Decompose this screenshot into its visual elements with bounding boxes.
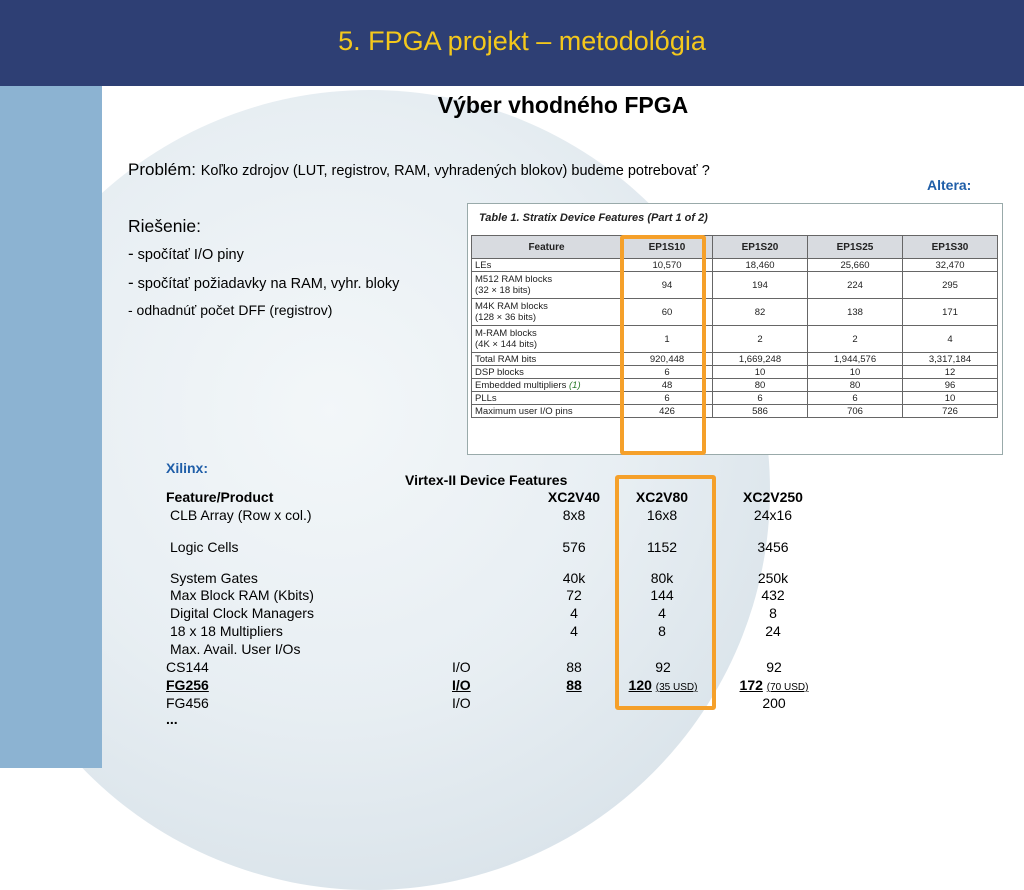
row-feature: 18 x 18 Multipliers xyxy=(170,623,283,639)
table-row xyxy=(472,379,998,392)
table-row xyxy=(472,366,998,379)
value-cell: 3,317,184 xyxy=(903,353,998,366)
value-cell: 94 xyxy=(622,272,713,299)
table-row xyxy=(472,259,998,272)
table-row xyxy=(472,392,998,405)
altera-label: Altera: xyxy=(927,177,972,193)
value-cell: 1 xyxy=(622,326,713,353)
step-text: spočítať I/O piny xyxy=(137,247,244,263)
cell-xc2v40: 40k xyxy=(562,570,586,586)
value-cell: 171 xyxy=(903,299,998,326)
table-row xyxy=(472,326,998,353)
feature-name: Maximum user I/O pins xyxy=(475,405,573,417)
feature-sub: (128 × 36 bits) xyxy=(475,312,536,323)
value-cell: 194 xyxy=(713,272,808,299)
slide-title: Výber vhodného FPGA xyxy=(437,92,689,118)
cell-xc2v40: 4 xyxy=(570,605,578,621)
cell-xc2v40: 88 xyxy=(566,677,582,693)
problem-line xyxy=(128,160,710,180)
cell-xc2v250: 250k xyxy=(757,570,789,586)
price-note: (70 USD) xyxy=(766,682,809,693)
value: 92 xyxy=(655,659,671,675)
feature-name: M4K RAM blocks xyxy=(475,301,548,312)
feature-cell xyxy=(472,353,622,366)
value-cell: 10 xyxy=(713,366,808,379)
package-name: FG256 xyxy=(166,677,209,693)
row-feature: Max. Avail. User I/Os xyxy=(170,641,301,657)
altera-table-panel xyxy=(467,203,1003,455)
row-feature: CLB Array (Row x col.) xyxy=(170,507,312,523)
solution-block xyxy=(128,216,399,327)
header-cell: EP1S25 xyxy=(808,236,903,259)
value-cell: 18,460 xyxy=(713,259,808,272)
value: 120 xyxy=(628,677,652,693)
feature-name: Embedded multipliers xyxy=(475,379,567,391)
table-row xyxy=(472,299,998,326)
solution-step-1: - spočítať I/O piny xyxy=(128,244,244,263)
value-cell: 12 xyxy=(903,366,998,379)
header-feature: Feature/Product xyxy=(166,489,274,505)
value-cell: 706 xyxy=(808,405,903,418)
value-cell: 80 xyxy=(713,379,808,392)
problem-question: Koľko zdrojov (LUT, registrov, RAM, vyhradených blokov) budeme potrebovať ? xyxy=(200,163,710,179)
highlight-xc2v80-column xyxy=(615,475,716,710)
value-cell: 60 xyxy=(622,299,713,326)
cell-xc2v40: 88 xyxy=(566,659,582,675)
cell-xc2v250: 24 xyxy=(765,623,781,639)
feature-cell xyxy=(472,405,622,418)
cell-xc2v40: 576 xyxy=(562,539,586,555)
value-cell: 1,669,248 xyxy=(713,353,808,366)
value-cell: 920,448 xyxy=(622,353,713,366)
cell-xc2v40: 4 xyxy=(570,623,578,639)
feature-cell xyxy=(472,326,622,353)
feature-sub: (4K × 144 bits) xyxy=(475,339,538,350)
altera-table-caption: Table 1. Stratix Device Features (Part 1 of 2) xyxy=(479,212,708,224)
header-xc2v40: XC2V40 xyxy=(547,489,601,505)
solution-step-2: - spočítať požiadavky na RAM, vyhr. bloky xyxy=(128,273,400,292)
value: 172 xyxy=(739,677,763,693)
value-cell: 10 xyxy=(903,392,998,405)
feature-name: DSP blocks xyxy=(475,366,524,378)
feature-name: LEs xyxy=(475,259,492,271)
package-name: FG456 xyxy=(166,695,209,711)
footnote-ref: (1) xyxy=(569,379,581,391)
value-cell: 6 xyxy=(713,392,808,405)
value-cell: 1,944,576 xyxy=(808,353,903,366)
value-cell: 6 xyxy=(622,392,713,405)
package-io: I/O xyxy=(452,677,471,693)
cell-xc2v250: 3456 xyxy=(757,539,789,555)
value: 200 xyxy=(762,695,786,711)
cell-xc2v250 xyxy=(726,677,822,693)
feature-cell xyxy=(472,272,622,299)
value-cell: 138 xyxy=(808,299,903,326)
slide-header xyxy=(0,0,1024,86)
price-note: (35 USD) xyxy=(655,682,698,693)
value-cell: 726 xyxy=(903,405,998,418)
step-text: spočítať požiadavky na RAM, vyhr. bloky xyxy=(137,276,400,292)
value-cell: 10 xyxy=(808,366,903,379)
value-cell: 96 xyxy=(903,379,998,392)
xilinx-table-caption: Virtex-II Device Features xyxy=(405,472,568,488)
feature-name: M512 RAM blocks xyxy=(475,274,553,285)
value-cell: 80 xyxy=(808,379,903,392)
header-cell: EP1S20 xyxy=(713,236,808,259)
left-sidebar-band xyxy=(0,86,102,768)
cell-xc2v40: 8x8 xyxy=(562,507,586,523)
cell-xc2v250: 24x16 xyxy=(753,507,793,523)
table-header-row xyxy=(472,236,998,259)
value-cell: 2 xyxy=(808,326,903,353)
value-cell: 6 xyxy=(622,366,713,379)
cell-xc2v80: 80k xyxy=(650,570,674,586)
package-io: I/O xyxy=(452,695,471,711)
table-row xyxy=(472,353,998,366)
cell-xc2v80: 1152 xyxy=(646,539,678,555)
header-xc2v250: XC2V250 xyxy=(743,489,803,505)
header-cell: EP1S10 xyxy=(622,236,713,259)
feature-name: M-RAM blocks xyxy=(475,328,537,339)
cell-xc2v80: 16x8 xyxy=(646,507,678,523)
value-cell: 25,660 xyxy=(808,259,903,272)
highlight-ep1s10-column xyxy=(620,235,706,455)
header-cell: Feature xyxy=(472,236,622,259)
package-io: I/O xyxy=(452,659,471,675)
cell-xc2v250 xyxy=(726,659,822,675)
feature-name: PLLs xyxy=(475,392,497,404)
feature-name: Total RAM bits xyxy=(475,353,537,365)
value-cell: 10,570 xyxy=(622,259,713,272)
cell-xc2v250: 432 xyxy=(761,587,785,603)
value-cell: 2 xyxy=(713,326,808,353)
table-row xyxy=(472,272,998,299)
cell-xc2v80: 4 xyxy=(658,605,666,621)
feature-sub: (32 × 18 bits) xyxy=(475,285,531,296)
header-title: 5. FPGA projekt – metodológia xyxy=(338,26,706,56)
value-cell: 586 xyxy=(713,405,808,418)
value-cell: 32,470 xyxy=(903,259,998,272)
feature-cell xyxy=(472,366,622,379)
header-cell: EP1S30 xyxy=(903,236,998,259)
cell-xc2v250 xyxy=(726,695,822,711)
value: 92 xyxy=(766,659,782,675)
value-cell: 295 xyxy=(903,272,998,299)
value-cell: 4 xyxy=(903,326,998,353)
value-cell: 48 xyxy=(622,379,713,392)
solution-step-3: - odhadnúť počet DFF (registrov) xyxy=(128,302,333,318)
value-cell: 224 xyxy=(808,272,903,299)
row-feature: Logic Cells xyxy=(170,539,239,555)
problem-label: Problém: xyxy=(128,160,197,179)
table-row xyxy=(472,405,998,418)
feature-cell xyxy=(472,392,622,405)
row-feature: System Gates xyxy=(170,570,258,586)
cell-xc2v40: 72 xyxy=(566,587,582,603)
value-cell: 426 xyxy=(622,405,713,418)
value-cell: 82 xyxy=(713,299,808,326)
value-cell: 6 xyxy=(808,392,903,405)
altera-table xyxy=(471,235,998,418)
solution-label: Riešenie: xyxy=(128,216,201,236)
ellipsis: ... xyxy=(166,711,178,727)
feature-cell xyxy=(472,259,622,272)
xilinx-label: Xilinx: xyxy=(166,460,209,476)
feature-cell xyxy=(472,379,622,392)
cell-xc2v250: 8 xyxy=(769,605,777,621)
row-feature: Digital Clock Managers xyxy=(170,605,314,621)
package-name: CS144 xyxy=(166,659,209,675)
cell-xc2v80: 8 xyxy=(658,623,666,639)
row-feature: Max Block RAM (Kbits) xyxy=(170,587,314,603)
cell-xc2v80: 144 xyxy=(650,587,674,603)
feature-cell xyxy=(472,299,622,326)
header-xc2v80: XC2V80 xyxy=(635,489,689,505)
